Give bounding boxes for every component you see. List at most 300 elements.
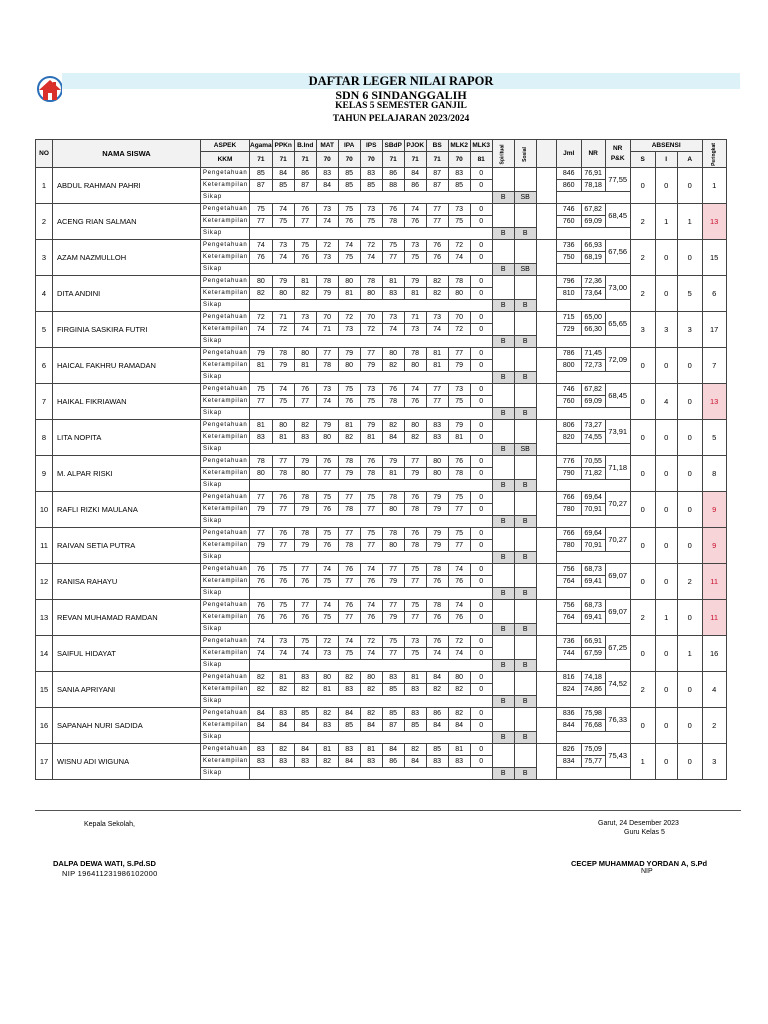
jml-cell: 736 <box>556 240 581 252</box>
nr-cell: 70,91 <box>581 540 605 552</box>
grade-ledger-table <box>35 139 727 780</box>
score-cell: 77 <box>338 612 360 624</box>
jml-cell: 846 <box>556 168 581 180</box>
absence-i: 0 <box>655 636 677 672</box>
score-cell: 74 <box>360 252 382 264</box>
aspect-label: Pengetahuan <box>201 276 250 288</box>
score-cell: 85 <box>360 180 382 192</box>
score-cell: 82 <box>316 756 338 768</box>
sosial-cell <box>514 636 536 660</box>
score-cell: 87 <box>426 168 448 180</box>
score-cell: 78 <box>404 504 426 516</box>
spiritual-cell <box>492 708 514 732</box>
score-cell: 74 <box>250 636 273 648</box>
absence-s: 0 <box>630 636 655 672</box>
sikap-span <box>250 588 493 600</box>
score-cell: 73 <box>360 384 382 396</box>
nrpk-cell: 73,91 <box>605 420 630 444</box>
nr-cell: 65,00 <box>581 312 605 324</box>
score-cell: 80 <box>382 540 404 552</box>
student-row <box>36 636 727 648</box>
absence-i: 0 <box>655 456 677 492</box>
jml-nr-blank <box>556 696 630 708</box>
score-cell: 75 <box>272 600 294 612</box>
aspect-label: Keterampilan <box>201 648 250 660</box>
student-name: SAIFUL HIDAYAT <box>53 636 201 672</box>
score-cell: 80 <box>294 468 316 480</box>
score-cell: 81 <box>426 348 448 360</box>
score-cell: 82 <box>272 684 294 696</box>
score-cell: 0 <box>470 492 492 504</box>
score-cell: 0 <box>470 540 492 552</box>
student-row <box>36 384 727 396</box>
sosial-cell <box>514 492 536 516</box>
header-row-1 <box>36 140 727 152</box>
jml-cell: 786 <box>556 348 581 360</box>
score-cell: 0 <box>470 204 492 216</box>
nr-cell: 74,55 <box>581 432 605 444</box>
jml-cell: 816 <box>556 672 581 684</box>
jml-cell: 796 <box>556 276 581 288</box>
nrpk-cell: 67,56 <box>605 240 630 264</box>
score-cell: 0 <box>470 576 492 588</box>
score-cell: 77 <box>272 456 294 468</box>
score-cell: 74 <box>404 204 426 216</box>
score-cell: 73 <box>404 240 426 252</box>
nrpk-cell: 68,45 <box>605 204 630 228</box>
sikap-span <box>250 696 493 708</box>
jml-cell: 800 <box>556 360 581 372</box>
student-row <box>36 168 727 180</box>
score-cell: 77 <box>294 396 316 408</box>
score-cell: 80 <box>448 672 470 684</box>
subject-header: IPA <box>338 140 360 152</box>
score-cell: 75 <box>272 564 294 576</box>
score-cell: 0 <box>470 744 492 756</box>
score-cell: 0 <box>470 180 492 192</box>
score-cell: 72 <box>316 636 338 648</box>
sikap-span <box>250 732 493 744</box>
spiritual-cell <box>492 564 514 588</box>
student-no: 2 <box>36 204 53 240</box>
score-cell: 82 <box>426 288 448 300</box>
score-cell: 80 <box>404 360 426 372</box>
absence-i: 0 <box>655 528 677 564</box>
sosial-cell <box>514 276 536 300</box>
score-cell: 0 <box>470 612 492 624</box>
score-cell: 83 <box>338 744 360 756</box>
aspect-label: Keterampilan <box>201 504 250 516</box>
jml-cell: 810 <box>556 288 581 300</box>
sikap-span <box>250 552 493 564</box>
student-name: RAFLI RIZKI MAULANA <box>53 492 201 528</box>
jml-cell: 836 <box>556 708 581 720</box>
nr-cell: 75,09 <box>581 744 605 756</box>
absence-i: 0 <box>655 420 677 456</box>
student-row <box>36 672 727 684</box>
rank-cell: 13 <box>702 204 726 240</box>
score-cell: 79 <box>382 576 404 588</box>
score-cell: 78 <box>272 348 294 360</box>
aspect-label: Sikap <box>201 192 250 204</box>
aspect-label: Pengetahuan <box>201 240 250 252</box>
score-cell: 83 <box>360 168 382 180</box>
score-cell: 83 <box>272 756 294 768</box>
score-cell: 76 <box>272 528 294 540</box>
score-cell: 83 <box>448 756 470 768</box>
score-cell: 85 <box>338 720 360 732</box>
score-cell: 84 <box>294 744 316 756</box>
school-name: SDN 6 SINDANGGALIH <box>335 88 467 102</box>
student-name: WISNU ADI WIGUNA <box>53 744 201 780</box>
spiritual-cell <box>492 168 514 192</box>
score-cell: 76 <box>316 456 338 468</box>
score-cell: 82 <box>360 708 382 720</box>
score-cell: 81 <box>448 744 470 756</box>
spiritual-grade: B <box>492 552 514 564</box>
jml-cell: 760 <box>556 216 581 228</box>
score-cell: 82 <box>294 684 316 696</box>
blank-cell <box>536 636 556 672</box>
score-cell: 73 <box>316 648 338 660</box>
nr-cell: 66,30 <box>581 324 605 336</box>
score-cell: 77 <box>294 600 316 612</box>
score-cell: 82 <box>294 420 316 432</box>
score-cell: 83 <box>294 432 316 444</box>
score-cell: 74 <box>360 600 382 612</box>
score-cell: 85 <box>382 708 404 720</box>
score-cell: 81 <box>404 672 426 684</box>
score-cell: 82 <box>426 276 448 288</box>
score-cell: 81 <box>448 432 470 444</box>
score-cell: 79 <box>250 540 273 552</box>
kkm-value: 71 <box>294 152 316 168</box>
aspect-label: Keterampilan <box>201 576 250 588</box>
rank-cell: 5 <box>702 420 726 456</box>
score-cell: 74 <box>272 384 294 396</box>
score-cell: 78 <box>382 396 404 408</box>
score-cell: 84 <box>338 708 360 720</box>
absence-i: 3 <box>655 312 677 348</box>
score-cell: 76 <box>404 492 426 504</box>
blank-cell <box>536 168 556 204</box>
sosial-grade: B <box>514 660 536 672</box>
header-i: I <box>655 152 677 168</box>
sosial-cell <box>514 312 536 336</box>
absence-i: 0 <box>655 564 677 600</box>
score-cell: 83 <box>404 684 426 696</box>
sosial-grade: B <box>514 480 536 492</box>
absence-s: 0 <box>630 456 655 492</box>
score-cell: 79 <box>448 360 470 372</box>
score-cell: 74 <box>360 564 382 576</box>
score-cell: 81 <box>382 468 404 480</box>
absence-i: 0 <box>655 492 677 528</box>
score-cell: 74 <box>338 636 360 648</box>
score-cell: 75 <box>448 492 470 504</box>
score-cell: 74 <box>448 252 470 264</box>
sosial-grade: B <box>514 336 536 348</box>
spiritual-grade: B <box>492 624 514 636</box>
absence-s: 0 <box>630 492 655 528</box>
nr-cell: 74,86 <box>581 684 605 696</box>
aspect-label: Keterampilan <box>201 324 250 336</box>
aspect-label: Sikap <box>201 660 250 672</box>
score-cell: 79 <box>294 456 316 468</box>
score-cell: 76 <box>404 216 426 228</box>
sosial-cell <box>514 204 536 228</box>
score-cell: 78 <box>426 600 448 612</box>
spiritual-cell <box>492 636 514 660</box>
score-cell: 73 <box>316 252 338 264</box>
jml-nr-blank <box>556 228 630 240</box>
score-cell: 81 <box>360 432 382 444</box>
aspect-label: Pengetahuan <box>201 204 250 216</box>
spiritual-cell <box>492 528 514 552</box>
score-cell: 77 <box>316 348 338 360</box>
score-cell: 80 <box>338 276 360 288</box>
score-cell: 74 <box>272 648 294 660</box>
score-cell: 86 <box>294 168 316 180</box>
score-cell: 79 <box>382 612 404 624</box>
blank-cell <box>536 420 556 456</box>
absence-s: 2 <box>630 240 655 276</box>
nrpk-cell: 76,33 <box>605 708 630 732</box>
score-cell: 81 <box>426 360 448 372</box>
sosial-cell <box>514 672 536 696</box>
score-cell: 77 <box>404 612 426 624</box>
score-cell: 82 <box>382 360 404 372</box>
score-cell: 81 <box>250 360 273 372</box>
score-cell: 78 <box>338 456 360 468</box>
score-cell: 72 <box>360 324 382 336</box>
sosial-grade: B <box>514 732 536 744</box>
score-cell: 75 <box>382 636 404 648</box>
score-cell: 75 <box>360 216 382 228</box>
blank-cell <box>536 348 556 384</box>
header-sosial: Sosial <box>514 140 536 168</box>
score-cell: 74 <box>316 564 338 576</box>
score-cell: 77 <box>382 564 404 576</box>
subject-header: IPS <box>360 140 382 152</box>
absence-a: 0 <box>677 708 702 744</box>
spiritual-cell <box>492 456 514 480</box>
score-cell: 75 <box>404 252 426 264</box>
score-cell: 0 <box>470 420 492 432</box>
score-cell: 75 <box>448 216 470 228</box>
score-cell: 85 <box>338 180 360 192</box>
score-cell: 75 <box>316 528 338 540</box>
score-cell: 84 <box>294 720 316 732</box>
score-cell: 76 <box>448 456 470 468</box>
sosial-cell <box>514 744 536 768</box>
score-cell: 82 <box>294 288 316 300</box>
score-cell: 80 <box>426 468 448 480</box>
spiritual-grade: B <box>492 516 514 528</box>
nr-cell: 78,18 <box>581 180 605 192</box>
score-cell: 72 <box>272 324 294 336</box>
sosial-cell <box>514 420 536 444</box>
score-cell: 0 <box>470 384 492 396</box>
nr-cell: 76,68 <box>581 720 605 732</box>
absence-a: 1 <box>677 636 702 672</box>
score-cell: 77 <box>426 384 448 396</box>
score-cell: 74 <box>382 324 404 336</box>
score-cell: 87 <box>426 180 448 192</box>
sosial-cell <box>514 600 536 624</box>
score-cell: 80 <box>360 288 382 300</box>
absence-a: 0 <box>677 744 702 780</box>
score-cell: 77 <box>426 216 448 228</box>
score-cell: 77 <box>360 504 382 516</box>
rank-cell: 7 <box>702 348 726 384</box>
aspect-label: Keterampilan <box>201 288 250 300</box>
aspect-label: Sikap <box>201 372 250 384</box>
score-cell: 80 <box>338 360 360 372</box>
score-cell: 0 <box>470 396 492 408</box>
score-cell: 79 <box>272 276 294 288</box>
score-cell: 76 <box>338 216 360 228</box>
nr-cell: 69,64 <box>581 528 605 540</box>
blank-cell <box>536 492 556 528</box>
aspect-label: Pengetahuan <box>201 312 250 324</box>
aspect-label: Keterampilan <box>201 468 250 480</box>
jml-cell: 750 <box>556 252 581 264</box>
score-cell: 82 <box>448 684 470 696</box>
nr-cell: 69,09 <box>581 396 605 408</box>
score-cell: 76 <box>426 636 448 648</box>
jml-cell: 780 <box>556 540 581 552</box>
score-cell: 73 <box>426 312 448 324</box>
score-cell: 70 <box>316 312 338 324</box>
nrpk-cell: 70,27 <box>605 528 630 552</box>
nrpk-cell: 69,07 <box>605 564 630 588</box>
kepala-nip: NIP 196411231986102000 <box>62 869 158 878</box>
nr-cell: 67,82 <box>581 204 605 216</box>
score-cell: 77 <box>404 456 426 468</box>
score-cell: 79 <box>250 504 273 516</box>
score-cell: 77 <box>382 252 404 264</box>
absence-a: 2 <box>677 564 702 600</box>
aspect-label: Sikap <box>201 336 250 348</box>
student-no: 11 <box>36 528 53 564</box>
student-no: 4 <box>36 276 53 312</box>
score-cell: 72 <box>250 312 273 324</box>
score-cell: 82 <box>404 744 426 756</box>
jml-cell: 746 <box>556 384 581 396</box>
score-cell: 78 <box>338 540 360 552</box>
score-cell: 83 <box>404 708 426 720</box>
student-no: 1 <box>36 168 53 204</box>
score-cell: 82 <box>250 684 273 696</box>
score-cell: 73 <box>360 204 382 216</box>
header-kkm: KKM <box>201 152 250 168</box>
score-cell: 75 <box>404 564 426 576</box>
aspect-label: Sikap <box>201 444 250 456</box>
spiritual-cell <box>492 384 514 408</box>
nrpk-cell: 72,09 <box>605 348 630 372</box>
spiritual-cell <box>492 204 514 228</box>
kkm-value: 71 <box>250 152 273 168</box>
score-cell: 79 <box>360 360 382 372</box>
score-cell: 86 <box>382 168 404 180</box>
student-name: M. ALPAR RISKI <box>53 456 201 492</box>
nr-cell: 70,91 <box>581 504 605 516</box>
jml-cell: 790 <box>556 468 581 480</box>
jml-nr-blank <box>556 516 630 528</box>
header-absensi: ABSENSI <box>630 140 702 152</box>
jml-cell: 834 <box>556 756 581 768</box>
score-cell: 81 <box>338 420 360 432</box>
absence-s: 0 <box>630 528 655 564</box>
spiritual-grade: B <box>492 192 514 204</box>
sosial-grade: B <box>514 552 536 564</box>
score-cell: 78 <box>360 468 382 480</box>
score-cell: 73 <box>404 324 426 336</box>
score-cell: 77 <box>272 504 294 516</box>
jml-cell: 715 <box>556 312 581 324</box>
score-cell: 86 <box>426 708 448 720</box>
score-cell: 73 <box>404 636 426 648</box>
sosial-grade: B <box>514 372 536 384</box>
aspect-label: Pengetahuan <box>201 420 250 432</box>
score-cell: 72 <box>448 240 470 252</box>
score-cell: 85 <box>448 180 470 192</box>
score-cell: 70 <box>448 312 470 324</box>
score-cell: 76 <box>294 384 316 396</box>
score-cell: 80 <box>272 420 294 432</box>
spiritual-cell <box>492 348 514 372</box>
subject-header: MLK3 <box>470 140 492 152</box>
spiritual-grade: B <box>492 228 514 240</box>
spiritual-grade: B <box>492 336 514 348</box>
score-cell: 75 <box>316 492 338 504</box>
academic-year: TAHUN PELAJARAN 2023/2024 <box>332 114 470 124</box>
score-cell: 74 <box>338 240 360 252</box>
student-row <box>36 456 727 468</box>
score-cell: 73 <box>294 312 316 324</box>
absence-i: 0 <box>655 708 677 744</box>
absence-i: 0 <box>655 744 677 780</box>
aspect-label: Sikap <box>201 228 250 240</box>
rank-cell: 11 <box>702 564 726 600</box>
jml-cell: 776 <box>556 456 581 468</box>
spiritual-cell <box>492 672 514 696</box>
jml-cell: 766 <box>556 492 581 504</box>
score-cell: 83 <box>294 672 316 684</box>
header-blank <box>536 140 556 168</box>
student-no: 5 <box>36 312 53 348</box>
score-cell: 85 <box>294 708 316 720</box>
score-cell: 75 <box>404 648 426 660</box>
jml-nr-blank <box>556 264 630 276</box>
score-cell: 74 <box>316 216 338 228</box>
score-cell: 73 <box>382 312 404 324</box>
jml-nr-blank <box>556 372 630 384</box>
sikap-span <box>250 624 493 636</box>
absence-a: 0 <box>677 672 702 708</box>
score-cell: 79 <box>338 348 360 360</box>
score-cell: 78 <box>294 492 316 504</box>
score-cell: 78 <box>338 504 360 516</box>
aspect-label: Keterampilan <box>201 180 250 192</box>
score-cell: 76 <box>294 252 316 264</box>
nr-cell: 67,59 <box>581 648 605 660</box>
score-cell: 73 <box>272 636 294 648</box>
jml-cell: 736 <box>556 636 581 648</box>
score-cell: 75 <box>316 576 338 588</box>
sikap-span <box>250 372 493 384</box>
